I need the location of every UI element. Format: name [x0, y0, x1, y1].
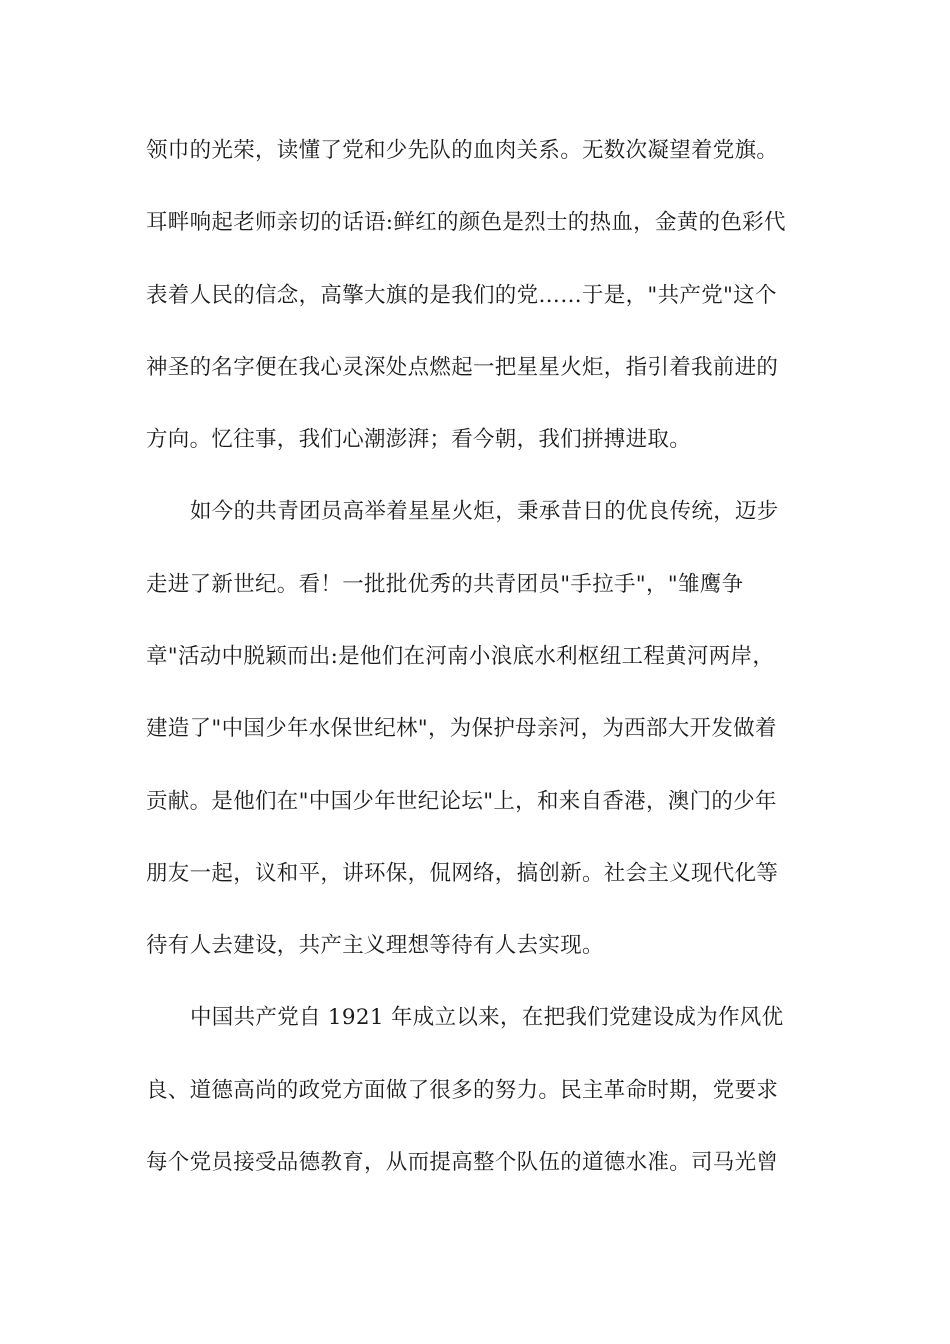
paragraph-start-line: 中国共产党自 1921 年成立以来，在把我们党建设成为作风优: [190, 1005, 784, 1030]
text-line: 良、道德高尚的政党方面做了很多的努力。民主革命时期，党要求: [146, 1078, 779, 1103]
text-line: 待有人去建设，共产主义理想等待有人去实现。: [146, 933, 604, 958]
text-line: 朋友一起，议和平，讲环保，侃网络，搞创新。社会主义现代化等: [146, 861, 779, 886]
text-line: 方向。忆往事，我们心潮澎湃；看今朝，我们拼搏进取。: [146, 427, 692, 452]
text-line: 神圣的名字便在我心灵深处点燃起一把星星火炬，指引着我前进的: [146, 355, 779, 380]
paragraph-start-line: 如今的共青团员高举着星星火炬，秉承昔日的优良传统，迈步: [190, 499, 779, 524]
text-line: 领巾的光荣，读懂了党和少先队的血肉关系。无数次凝望着党旗。: [146, 138, 779, 163]
text-line: 章"活动中脱颖而出:是他们在河南小浪底水利枢纽工程黄河两岸，: [146, 644, 775, 669]
text-line: 走进了新世纪。看！一批批优秀的共青团员"手拉手"，"雏鹰争: [146, 572, 744, 597]
text-line: 表着人民的信念，高擎大旗的是我们的党……于是，"共产党"这个: [146, 283, 777, 308]
text-line: 每个党员接受品德教育，从而提高整个队伍的道德水准。司马光曾: [146, 1150, 779, 1175]
text-line: 贡献。是他们在"中国少年世纪论坛"上，和来自香港，澳门的少年: [146, 789, 777, 814]
text-line: 建造了"中国少年水保世纪林"，为保护母亲河，为西部大开发做着: [146, 716, 777, 741]
text-line: 耳畔响起老师亲切的话语:鲜红的颜色是烈士的热血，金黄的色彩代: [146, 210, 786, 235]
